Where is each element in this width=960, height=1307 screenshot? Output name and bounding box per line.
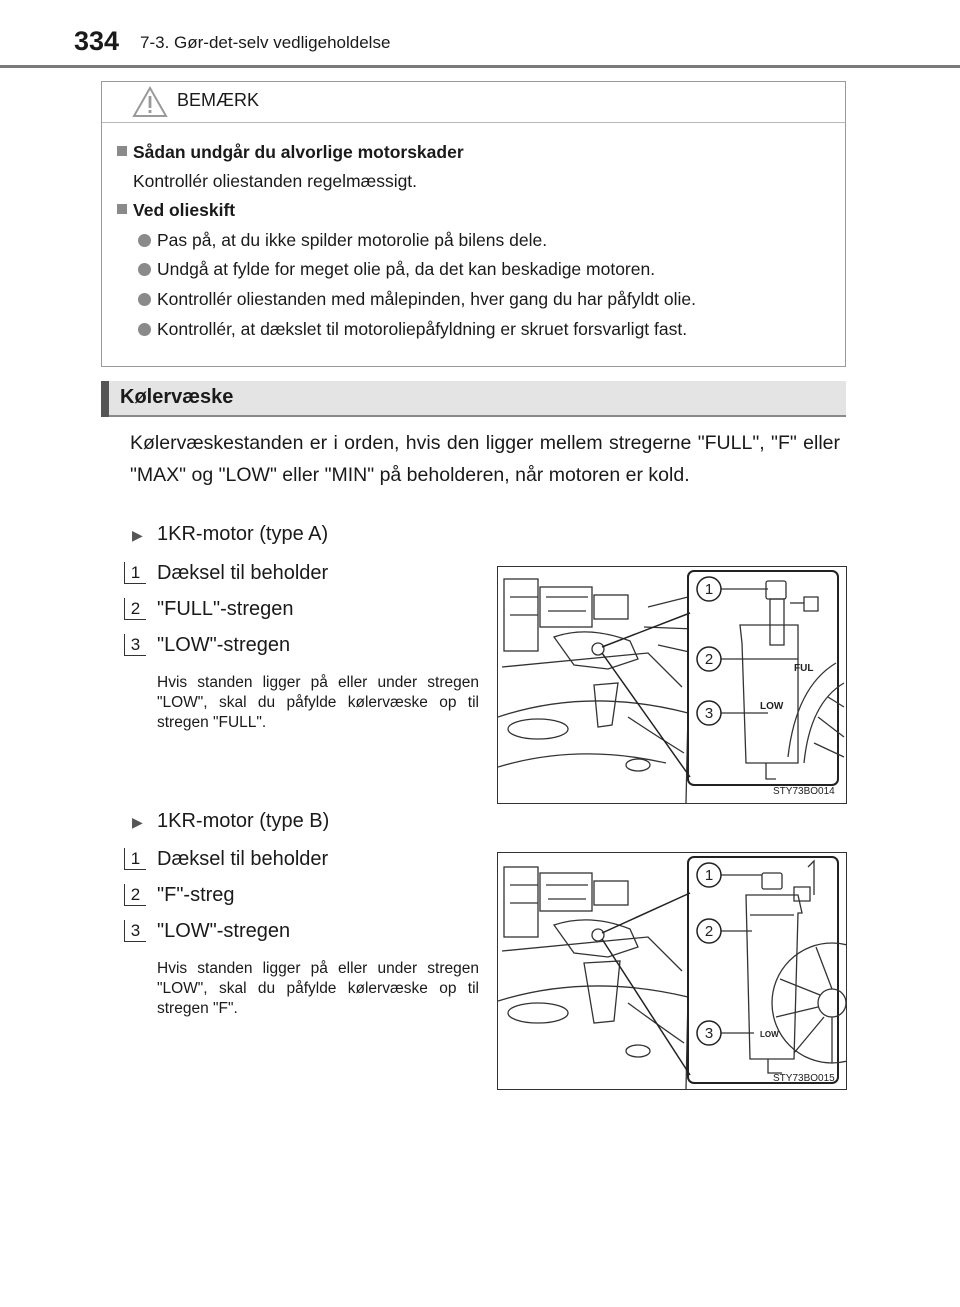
page-number: 334 <box>74 26 120 56</box>
notice-bullet: Kontrollér, at dækslet til motoroliepåfyldning er skruet forsvarligt fast. <box>157 319 688 339</box>
square-bullet-icon <box>117 204 127 214</box>
item-note: Hvis standen ligger på eller under stregen "LOW", skal du påfylde kølervæske op til stregen "F". <box>157 960 479 1017</box>
notice-bullet: Undgå at fylde for meget olie på, da det kan beskadige motoren. <box>157 259 656 279</box>
heading-text: Kølervæske <box>120 386 234 408</box>
item-number: 2 <box>124 884 146 906</box>
item-label: "LOW"-stregen <box>157 920 291 942</box>
callout-2: 2 <box>704 651 714 668</box>
callout-3: 3 <box>704 705 714 722</box>
warning-icon <box>132 86 168 118</box>
arrow-bullet-icon: ▶ <box>132 814 143 830</box>
notice-bullet: Kontrollér oliestanden med målepinden, hver gang du har påfyldt olie. <box>157 289 696 309</box>
round-bullet-icon <box>138 263 151 276</box>
notice-section-title: Sådan undgår du alvorlige motorskader <box>133 142 464 162</box>
engine-illustration <box>498 853 846 1089</box>
engine-bay-figure-b <box>497 852 847 1090</box>
notice-section-body: Kontrollér oliestanden regelmæssigt. <box>133 171 418 191</box>
section-heading <box>101 381 846 417</box>
intro-paragraph: Kølervæskestanden er i orden, hvis den ligger mellem stregerne "FULL", "F" eller "MAX" og "LOW" eller "MIN" på beholderen, når motoren er kold. <box>130 432 840 486</box>
item-label: Dæksel til beholder <box>157 562 329 584</box>
item-note: Hvis standen ligger på eller under stregen "LOW", skal du påfylde kølervæske op til stregen "FULL". <box>157 674 479 731</box>
item-label: "LOW"-stregen <box>157 634 291 656</box>
callout-1: 1 <box>704 581 714 598</box>
variant-title: 1KR-motor (type B) <box>157 810 330 832</box>
round-bullet-icon <box>138 323 151 336</box>
notice-bullet: Pas på, at du ikke spilder motorolie på bilens dele. <box>157 230 548 250</box>
notice-header <box>102 82 845 123</box>
heading-accent <box>101 381 109 417</box>
arrow-bullet-icon: ▶ <box>132 527 143 543</box>
callout-3: 3 <box>704 1025 714 1042</box>
round-bullet-icon <box>138 293 151 306</box>
notice-label: BEMÆRK <box>177 90 260 110</box>
round-bullet-icon <box>138 234 151 247</box>
engine-bay-figure-a <box>497 566 847 804</box>
item-number: 3 <box>124 634 146 656</box>
figure-code: STY73BO015 <box>773 1073 835 1084</box>
item-number: 2 <box>124 598 146 620</box>
engine-illustration <box>498 567 846 803</box>
item-number: 1 <box>124 848 146 870</box>
header-rule <box>0 65 960 68</box>
item-label: "F"-streg <box>157 884 235 906</box>
tank-mark-low: LOW <box>760 701 784 712</box>
item-label: "FULL"-stregen <box>157 598 294 620</box>
square-bullet-icon <box>117 146 127 156</box>
tank-mark-full: FUL <box>794 663 814 674</box>
item-label: Dæksel til beholder <box>157 848 329 870</box>
variant-title: 1KR-motor (type A) <box>157 523 329 545</box>
callout-2: 2 <box>704 923 714 940</box>
notice-box <box>101 81 846 367</box>
item-number: 1 <box>124 562 146 584</box>
section-title: 7-3. Gør-det-selv vedligeholdelse <box>140 33 391 52</box>
tank-mark-low: LOW <box>760 1030 779 1039</box>
figure-code: STY73BO014 <box>773 786 835 797</box>
notice-section-title: Ved olieskift <box>133 200 236 220</box>
callout-1: 1 <box>704 867 714 884</box>
item-number: 3 <box>124 920 146 942</box>
